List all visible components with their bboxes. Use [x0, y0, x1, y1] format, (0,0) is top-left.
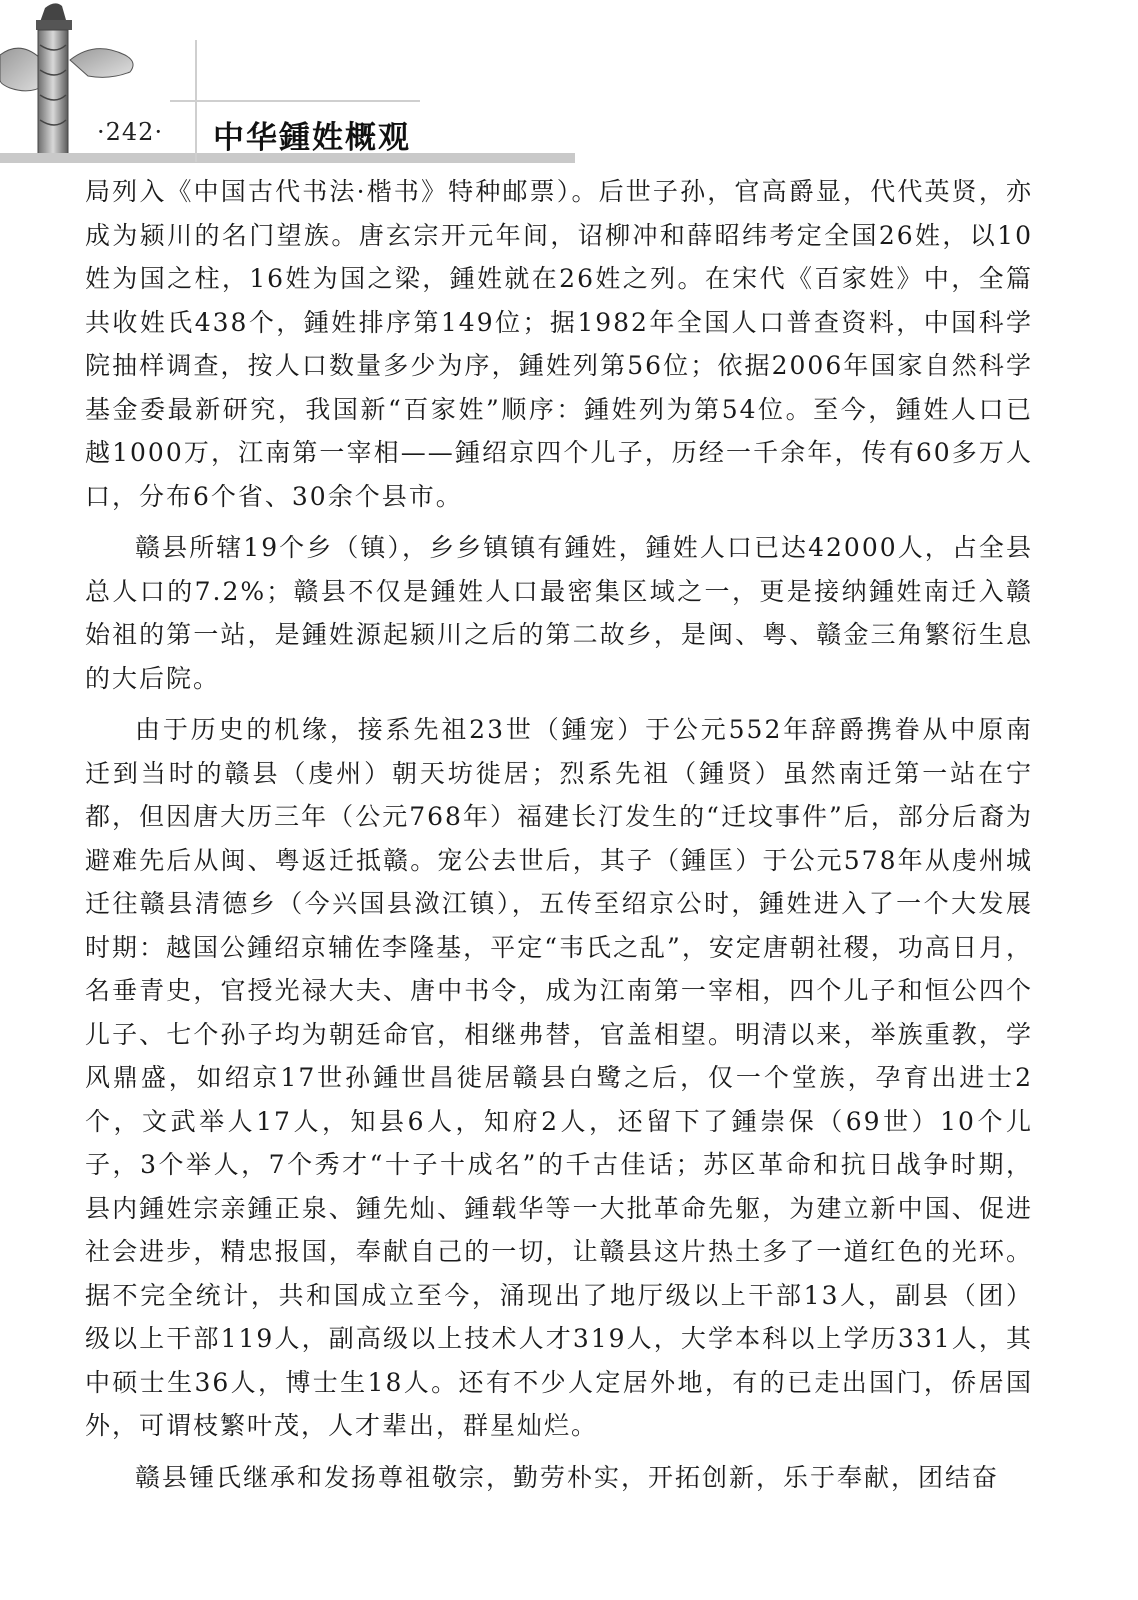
header-divider-horizontal [170, 100, 420, 102]
paragraph: 赣县锺氏继承和发扬尊祖敬宗，勤劳朴实，开拓创新，乐于奉献，团结奋 [135, 1462, 1000, 1492]
page-number: ·242· [97, 118, 164, 146]
book-title: 中华鍾姓概观 [213, 120, 411, 156]
paragraph: 赣县所辖19个乡（镇），乡乡镇镇有鍾姓，鍾姓人口已达42000人，占全县总人口的7.2%；赣县不仅是鍾姓人口最密集区域之一，更是接纳鍾姓南迁入赣始祖的第一站，是鍾姓源起颍川之后的第二故乡，是闽、粤、赣金三角繁衍生息的大后院。 [85, 533, 1033, 693]
page-header [0, 0, 1138, 170]
paragraph: 由于历史的机缘，接系先祖23世（鍾宠）于公元552年辞爵携眷从中原南迁到当时的赣县（虔州）朝天坊徙居；烈系先祖（鍾贤）虽然南迁第一站在宁都，但因唐大历三年（公元768年）福建长汀发生的“迁坟事件”后，部分后裔为避难先后从闽、粤返迁抵赣。宠公去世后，其子（鍾匡）于公元578年从虔州城迁往赣县清德乡（今兴国县潋江镇），五传至绍京公时，鍾姓进入了一个大发展时期：越国公鍾绍京辅佐李隆基，平定“韦氏之乱”，安定唐朝社稷，功高日月，名垂青史，官授光禄大夫、唐中书令，成为江南第一宰相，四个儿子和恒公四个儿子、七个孙子均为朝廷命官，相继弗替，官盖相望。明清以来，举族重教，学风鼎盛，如绍京17世孙鍾世昌徙居赣县白鹭之后，仅一个堂族，孕育出进士2个，文武举人17人，知县6人，知府2人，还留下了鍾崇保（69世）10个儿子，3个举人，7个秀才“十子十成名”的千古佳话；苏区革命和抗日战争时期，县内鍾姓宗亲鍾正泉、鍾先灿、鍾载华等一大批革命先躯，为建立新中国、促进社会进步，精忠报国，奉献自己的一切，让赣县这片热土多了一道红色的光环。据不完全统计，共和国成立至今，涌现出了地厅级以上干部13人，副县（团）级以上干部119人，副高级以上技术人才319人，大学本科以上学历331人，其中硕士生36人，博士生18人。还有不少人定居外地，有的已走出国门，侨居国外，可谓枝繁叶茂，人才辈出，群星灿烂。 [85, 715, 1033, 1440]
body-text [85, 170, 1033, 1499]
paragraph: 局列入《中国古代书法·楷书》特种邮票）。后世子孙，官高爵显，代代英贤，亦成为颍川的名门望族。唐玄宗开元年间，诏柳冲和薛昭纬考定全国26姓，以10姓为国之柱，16姓为国之梁，鍾姓就在26姓之列。在宋代《百家姓》中，全篇共收姓氏438个，鍾姓排序第149位；据1982年全国人口普查资料，中国科学院抽样调查，按人口数量多少为序，鍾姓列第56位；依据2006年国家自然科学基金委最新研究，我国新“百家姓”顺序：鍾姓列为第54位。至今，鍾姓人口已越1000万，江南第一宰相——鍾绍京四个儿子，历经一千余年，传有60多万人口，分布6个省、30余个县市。 [85, 177, 1033, 511]
